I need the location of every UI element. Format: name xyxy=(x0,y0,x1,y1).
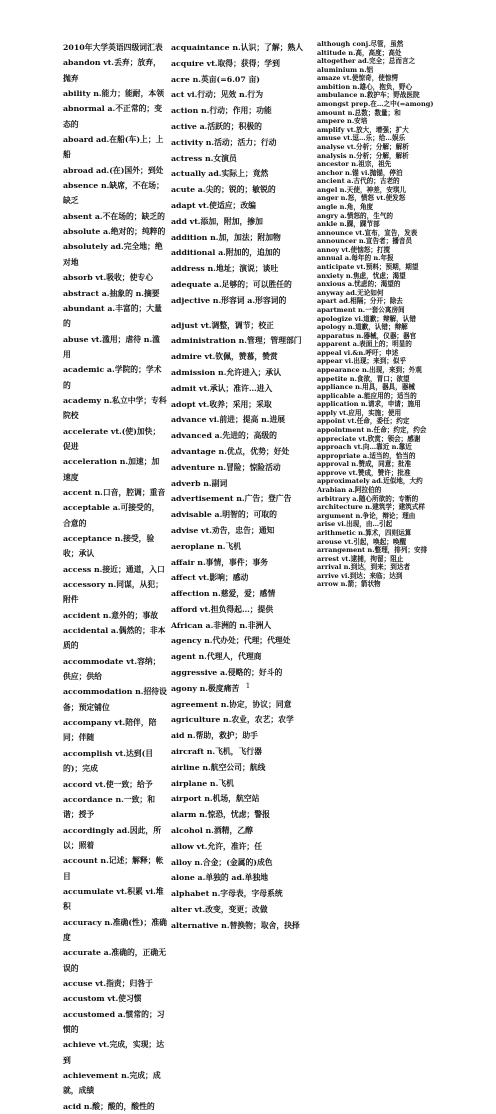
column-1 xyxy=(63,40,167,1111)
vocab-entry: adverb n.副词 xyxy=(171,478,228,488)
vocab-entry: amount n.总数；数量；和 xyxy=(317,108,401,117)
vocab-entry: arouse vt.引起，唤起；唤醒 xyxy=(317,537,407,546)
vocab-entry: aid n.帮助，救护；助手 xyxy=(171,731,258,741)
vocab-entry: ancient a.古代的；古老的 xyxy=(317,177,400,186)
vocab-entry: airport n.机场，航空站 xyxy=(171,794,260,804)
vocab-entry: alter vt.改变，变更；改做 xyxy=(171,905,268,915)
vocab-entry: admission n.允许进入；承认 xyxy=(171,367,282,377)
vocab-entry: accuse vt.指责；归咎于 xyxy=(63,978,153,988)
vocab-entry: acceleration n.加速；加速度 xyxy=(63,457,160,482)
vocab-entry: accelerate vt.(使)加快；促进 xyxy=(63,426,161,451)
vocab-entry: amuse vt.逗…乐；给…娱乐 xyxy=(317,134,406,143)
vocab-entry: adopt vt.收养；采用；采取 xyxy=(171,399,272,409)
vocab-entry: anger n.怒，愤怒 vt.使发怒 xyxy=(317,194,406,203)
vocab-entry: adventure n.冒险；惊险活动 xyxy=(171,462,281,472)
vocab-entry: approach vt.向…靠近 n.靠近 xyxy=(317,443,412,452)
vocab-entry: arrive vi.到达；来临；达到 xyxy=(317,571,403,580)
page-number: 1 xyxy=(245,682,251,690)
vocab-entry: arithmetic n.算术，四则运算 xyxy=(317,528,412,537)
vocab-entry: accord vt.使一致；给予 xyxy=(63,779,153,789)
vocab-entry: approximately ad.近似地，大约 xyxy=(317,477,423,486)
column-1-entries xyxy=(63,55,167,1114)
column-2 xyxy=(171,40,307,930)
vocab-entry: appointment n.任命；约定，约会 xyxy=(317,426,427,435)
vocab-entry: anchor n.锚 vi.抛锚，停泊 xyxy=(317,168,403,177)
vocab-entry: accustom vt.使习惯 xyxy=(63,994,142,1004)
vocab-entry: abuse vt.滥用；虐待 n.滥用 xyxy=(63,334,160,359)
vocab-entry: alone a.单独的 ad.单独地 xyxy=(171,873,269,883)
vocab-entry: aggressive a.侵略的；好斗的 xyxy=(171,668,283,678)
vocab-entry: advantage n.优点，优势；好处 xyxy=(171,446,290,456)
vocab-entry: airline n.航空公司；航线 xyxy=(171,762,266,772)
vocab-entry: arrival n.到达，到来；到达者 xyxy=(317,563,411,572)
vocab-entry: actually ad.实际上；竟然 xyxy=(171,169,269,179)
vocab-entry: accomplish vt.达到(目的)；完成 xyxy=(63,748,154,774)
column-2-entries-top xyxy=(171,40,307,309)
vocab-entry: aluminium n.铝 xyxy=(317,65,374,74)
vocab-entry: achievement n.完成；成就，成绩 xyxy=(63,1071,161,1096)
vocab-entry: absolute a.绝对的；纯粹的 xyxy=(63,227,166,237)
vocab-entry: appreciate vt.欣赏；领会；感谢 xyxy=(317,434,421,443)
vocab-entry: agency n.代办处；代理；代理处 xyxy=(171,636,291,646)
vocab-entry: advance vi.前进；提高 n.进展 xyxy=(171,415,286,425)
vocab-entry: announce vt.宣布，宣告，发表 xyxy=(317,228,418,237)
vocab-entry: acceptance n.接受，验收；承认 xyxy=(63,534,155,559)
vocab-entry: angle n.角，角度 xyxy=(317,202,374,211)
vocab-entry: advanced a.先进的；高级的 xyxy=(171,431,277,441)
vocab-entry: architecture n.建筑学；建筑式样 xyxy=(317,503,425,512)
vocab-entry: ambition n.雄心，抱负，野心 xyxy=(317,82,413,91)
vocab-entry: accessory n.同谋，从犯；附件 xyxy=(63,580,164,605)
vocab-entry: although conj.尽管，虽然 xyxy=(317,40,404,48)
vocab-entry: academic a.学院的；学术的 xyxy=(63,365,162,390)
vocab-entry: apology n.道歉，认错；辩解 xyxy=(317,323,408,332)
vocab-entry: apologize vi.道歉；辩解，认错 xyxy=(317,314,416,323)
vocab-entry: affection n.慈爱，爱；感情 xyxy=(171,589,276,599)
vocab-entry: arbitrary a.随心所欲的；专断的 xyxy=(317,494,419,503)
vocab-entry: African a.非洲的 n.非洲人 xyxy=(171,620,272,630)
vocab-entry: acre n.英亩(=6.07 亩) xyxy=(171,74,260,84)
vocab-entry: absent a.不在场的；缺乏的 xyxy=(63,211,165,221)
vocab-entry: accommodation n.招待设备；预定铺位 xyxy=(63,687,167,712)
vocab-entry: apartment n.一套公寓房间 xyxy=(317,305,405,314)
vocab-entry: alphabet n.字母表，字母系统 xyxy=(171,889,283,899)
vocab-entry: agriculture n.农业，农艺；农学 xyxy=(171,715,294,725)
vocab-entry: accurate a.准确的，正确无误的 xyxy=(63,948,166,973)
vocab-entry: ability n.能力；能耐，本领 xyxy=(63,89,164,99)
vocab-entry: accompany vt.陪伴，陪同；伴随 xyxy=(63,718,157,743)
vocab-entry: ancestor n.祖宗，祖先 xyxy=(317,160,392,169)
vocab-entry: apparatus n.器械，仪器；器官 xyxy=(317,331,417,340)
vocab-entry: agreement n.协定，协议；同意 xyxy=(171,699,292,709)
vocab-entry: accordingly ad.因此，所以；照着 xyxy=(63,825,162,850)
vocab-entry: appropriate a.适当的，恰当的 xyxy=(317,451,416,460)
vocab-entry: approve vt.赞成，赞许；批准 xyxy=(317,468,411,477)
vocab-entry: ampere n.安培 xyxy=(317,117,368,126)
vocab-entry: actress n.女演员 xyxy=(171,153,237,163)
vocab-entry: altitude n.高，高度；高处 xyxy=(317,48,402,57)
vocab-entry: anxious a.忧虑的；渴望的 xyxy=(317,280,401,289)
vocab-entry: accumulate vt.积累 vi.堆积 xyxy=(63,886,164,912)
vocab-entry: annoy vt.使恼怒；打搅 xyxy=(317,245,391,254)
vocab-entry: accidental a.偶然的；非本质的 xyxy=(63,626,166,651)
vocab-entry: additional a.附加的，追加的 xyxy=(171,248,281,258)
column-3-entries xyxy=(317,40,447,589)
vocab-entry: appetite n.食欲，胃口；欲望 xyxy=(317,374,410,383)
vocab-entry: accent n.口音，腔调；重音 xyxy=(63,487,166,497)
vocab-entry: aircraft n.飞机，飞行器 xyxy=(171,747,262,757)
vocab-entry: abnormal a.不正常的；变态的 xyxy=(63,104,163,129)
vocab-entry: abroad ad.(在)国外；到处 xyxy=(63,165,164,175)
vocab-entry: absence n.缺席，不在场；缺乏 xyxy=(63,181,164,206)
vocab-entry: anxiety n.焦虑，忧虑；渴望 xyxy=(317,271,406,280)
vocab-entry: apply vt.应用，实施；使用 xyxy=(317,408,402,417)
vocab-entry: advertisement n.广告；登广告 xyxy=(171,494,292,504)
vocab-entry: adjective n.形容词 a.形容词的 xyxy=(171,295,287,305)
vocab-entry: alternative n.替换物；取舍，抉择 xyxy=(171,920,300,930)
vocab-entry: afford vt.担负得起…；提供 xyxy=(171,604,274,614)
vocab-entry: appliance n.用具，器具，器械 xyxy=(317,383,415,392)
vocab-entry: analyse vt.分析；分解；解析 xyxy=(317,142,409,151)
vocab-entry: amplify vt.放大，增强；扩大 xyxy=(317,125,409,134)
vocab-entry: acute a.尖的；锐的；敏锐的 xyxy=(171,185,276,195)
vocab-entry: activity n.活动；活力；行动 xyxy=(171,137,277,147)
vocab-entry: arrow n.箭；箭状物 xyxy=(317,580,381,589)
vocab-entry: aboard ad.在船(车)上；上船 xyxy=(63,135,164,160)
vocab-entry: anticipate vt.预料；预期，期望 xyxy=(317,263,419,272)
vocab-entry: affect vt.影响；感动 xyxy=(171,573,249,583)
vocab-entry: acquire vt.取得；获得；学到 xyxy=(171,58,280,68)
vocab-entry: allow vt.允许，准许；任 xyxy=(171,841,263,851)
vocab-entry: abundant a.丰富的；大量的 xyxy=(63,303,162,329)
vocab-entry: alcohol n.酒精，乙醇 xyxy=(171,826,253,836)
vocab-entry: abandon vt.丢弃；放弃，抛弃 xyxy=(63,58,161,83)
vocab-entry: account n.记述；解释；帐目 xyxy=(63,856,164,881)
vocab-entry: acceptable a.可接受的，合意的 xyxy=(63,503,160,528)
vocab-entry: announcer n.宣告者；播音员 xyxy=(317,237,413,246)
vocab-entry: acquaintance n.认识；了解；熟人 xyxy=(171,43,304,52)
vocab-entry: absolutely ad.完全地；绝对地 xyxy=(63,242,163,267)
vocab-entry: airplane n.飞机 xyxy=(171,778,234,788)
vocab-entry: action n.行动；作用；功能 xyxy=(171,106,272,116)
vocab-entry: application n.请求，申请；施用 xyxy=(317,400,421,409)
vocab-entry: administration n.管理；管理部门 xyxy=(171,336,302,346)
vocab-entry: ankle n.踝，踝节部 xyxy=(317,220,380,229)
vocab-entry: adequate a.足够的；可以胜任的 xyxy=(171,279,292,289)
page-title: 2010年大学英语四级词汇表 xyxy=(63,43,163,52)
vocab-entry: access n.接近；通道，入口 xyxy=(63,564,165,574)
vocab-entry: arise vi.出现，由…引起 xyxy=(317,520,393,529)
vocab-entry: ambulance n.救护车；野战医院 xyxy=(317,91,420,100)
vocab-entry: appoint vt.任命，委任；约定 xyxy=(317,417,410,426)
vocab-entry: argument n.争论，辩论；理由 xyxy=(317,511,416,520)
vocab-entry: appeal vi.&n.呼吁；申述 xyxy=(317,348,399,357)
column-2-gap xyxy=(171,309,307,318)
vocab-entry: affair n.事情，事件；事务 xyxy=(171,557,269,567)
vocab-entry: amaze vt.使惊奇，使惊愕 xyxy=(317,74,399,83)
vocab-entry: annual a.每年的 n.年报 xyxy=(317,254,394,263)
vocab-entry: appearance n.出现，来到；外观 xyxy=(317,365,422,374)
vocab-entry: alarm n.惊恐，忧虑；警报 xyxy=(171,810,270,820)
vocab-entry: altogether ad.完全；总而言之 xyxy=(317,57,416,66)
vocab-entry: angry a.愤怒的，生气的 xyxy=(317,211,394,220)
vocab-entry: analysis n.分析；分解，解析 xyxy=(317,151,409,160)
vocab-entry: arrangement n.整理，排列；安排 xyxy=(317,546,428,555)
vocab-entry: accuracy n.准确(性)；准确度 xyxy=(63,917,167,942)
vocab-entry: adjust vt.调整，调节；校正 xyxy=(171,320,274,330)
vocab-entry: absorb vt.吸收；使专心 xyxy=(63,273,153,283)
vocab-entry: applicable a.能应用的；适当的 xyxy=(317,391,417,400)
column-3 xyxy=(317,40,447,678)
vocab-entry: amongst prep.在…之中(=among) xyxy=(317,100,434,109)
vocab-entry: apparent a.表面上的；明显的 xyxy=(317,340,412,349)
vocab-entry: angel n.天使，神差，安琪儿 xyxy=(317,185,407,194)
vocab-entry: accommodate vt.容纳；供应；供给 xyxy=(63,656,161,682)
vocab-entry: accordance n.一致；和谐；授予 xyxy=(63,794,156,820)
vocab-entry: agony n.极度痛苦 xyxy=(171,683,240,693)
vocab-entry: act vi.行动；见效 n.行为 xyxy=(171,90,263,100)
vocab-entry: alloy n.合金；(金属的)成色 xyxy=(171,857,273,867)
vocab-entry: advisable a.明智的；可取的 xyxy=(171,510,277,520)
vocab-entry: add vt.添加，附加，掺加 xyxy=(171,216,263,226)
vocab-entry: apart ad.相隔；分开；除去 xyxy=(317,297,403,306)
vocab-entry: admire vt.钦佩，赞慕，赞赏 xyxy=(171,352,278,362)
vocab-entry: approval n.赞成，同意；批准 xyxy=(317,460,412,469)
vocab-entry: acid n.酸；酸的，酸性的 xyxy=(63,1101,155,1111)
column-2-entries-bottom xyxy=(171,318,307,934)
vocab-entry: aeroplane n.飞机 xyxy=(171,541,242,551)
vocab-entry: achieve vt.完成，实现；达到 xyxy=(63,1040,165,1065)
vocab-entry: accident n.意外的；事故 xyxy=(63,610,159,620)
vocab-entry: Arabian a.阿拉伯的 xyxy=(317,486,382,495)
vocab-entry: accustomed a.惯常的；习惯的 xyxy=(63,1009,165,1034)
vocab-entry: academy n.私立中学；专科院校 xyxy=(63,395,167,421)
vocab-entry: appear vi.出现；来到；似乎 xyxy=(317,357,407,366)
vocab-entry: advise vt.劝告，忠告；通知 xyxy=(171,525,275,535)
vocab-entry: active a.活跃的；积极的 xyxy=(171,121,262,131)
vocab-entry: address n.地址；演说；谈吐 xyxy=(171,264,279,274)
vocab-entry: admit vt.承认；准许…进入 xyxy=(171,383,273,393)
vocab-entry: abstract a.抽象的 n.摘要 xyxy=(63,288,160,298)
vocab-entry: anyway ad.无论如何 xyxy=(317,288,384,297)
vocab-entry: agent n.代理人，代理商 xyxy=(171,652,262,662)
vocab-entry: adapt vt.使适应；改编 xyxy=(171,200,256,210)
vocab-entry: addition n.加，加法；附加物 xyxy=(171,232,281,242)
vocab-entry: arrest vt.逮捕，拘留；阻止 xyxy=(317,554,404,563)
